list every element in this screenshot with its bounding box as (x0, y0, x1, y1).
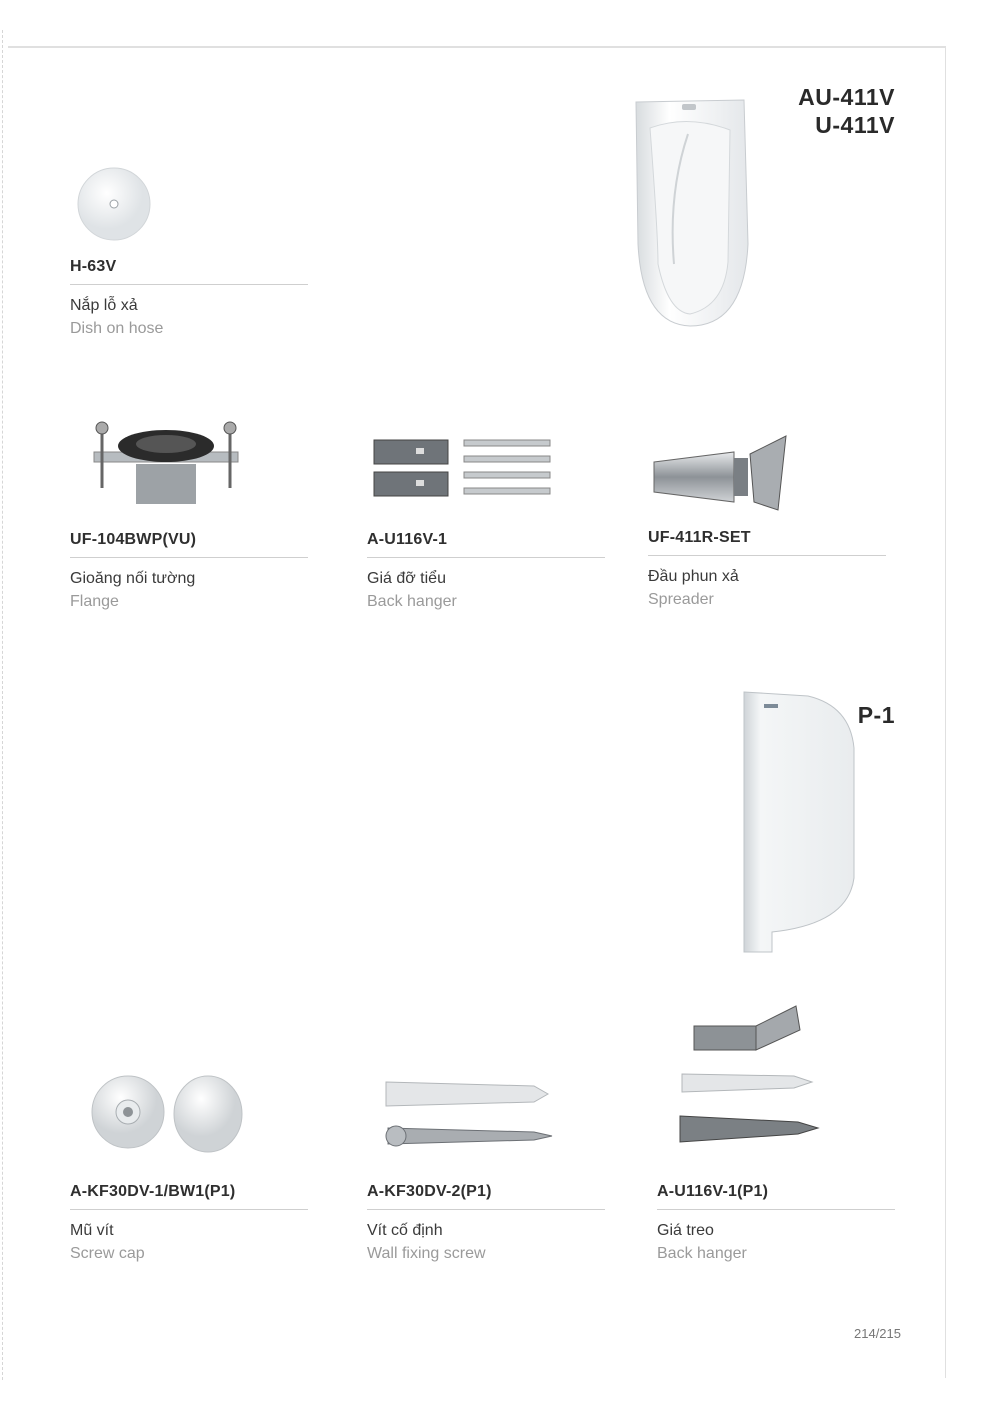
item-back-hanger-p1 (657, 1183, 895, 1263)
item-name-vi: Giá đỡ tiểu (367, 570, 446, 587)
item-screw-cap (70, 1183, 308, 1263)
item-name-vi: Nắp lỗ xả (70, 297, 138, 314)
item-name-vi: Vít cố định (367, 1222, 443, 1239)
back-hanger-p1-image (678, 1004, 820, 1148)
flange-image (88, 418, 244, 508)
item-code: A-U116V-1 (367, 531, 605, 558)
urinal-image (628, 94, 752, 330)
item-name-vi: Đầu phun xả (648, 568, 739, 585)
item-name-en: Screw cap (70, 1245, 145, 1262)
item-spreader (648, 529, 886, 609)
dish-on-hose-image (76, 166, 152, 242)
item-wall-fixing-screw (367, 1183, 605, 1263)
model-title-p-1: P-1 (857, 702, 895, 728)
back-hanger-image (372, 436, 552, 502)
item-name-en: Spreader (648, 591, 714, 608)
item-code: UF-411R-SET (648, 529, 886, 556)
item-back-hanger (367, 531, 605, 611)
item-name-en: Back hanger (367, 593, 457, 610)
item-code: A-U116V-1(P1) (657, 1183, 895, 1210)
item-dish-on-hose (70, 258, 308, 338)
model-title-u-411v: U-411V (815, 112, 895, 138)
page-fold-line (2, 30, 3, 1380)
item-name-vi: Giá treo (657, 1222, 714, 1239)
item-name-en: Dish on hose (70, 320, 164, 337)
wall-fixing-screw-image (384, 1074, 554, 1150)
item-flange (70, 531, 308, 611)
page-number: 214/215 (854, 1326, 901, 1341)
item-code: A-KF30DV-2(P1) (367, 1183, 605, 1210)
item-code: H-63V (70, 258, 308, 285)
item-code: A-KF30DV-1/BW1(P1) (70, 1183, 308, 1210)
model-title-au-411v: AU-411V (798, 84, 895, 110)
item-name-en: Wall fixing screw (367, 1245, 486, 1262)
item-name-en: Flange (70, 593, 119, 610)
item-name-vi: Mũ vít (70, 1222, 114, 1239)
spreader-image (650, 432, 790, 516)
page-right-rule (945, 46, 946, 1378)
partition-image (738, 688, 858, 958)
page-top-rule (8, 46, 946, 48)
item-name-vi: Gioăng nối tường (70, 570, 196, 587)
item-code: UF-104BWP(VU) (70, 531, 308, 558)
screw-cap-image (90, 1072, 246, 1154)
item-name-en: Back hanger (657, 1245, 747, 1262)
